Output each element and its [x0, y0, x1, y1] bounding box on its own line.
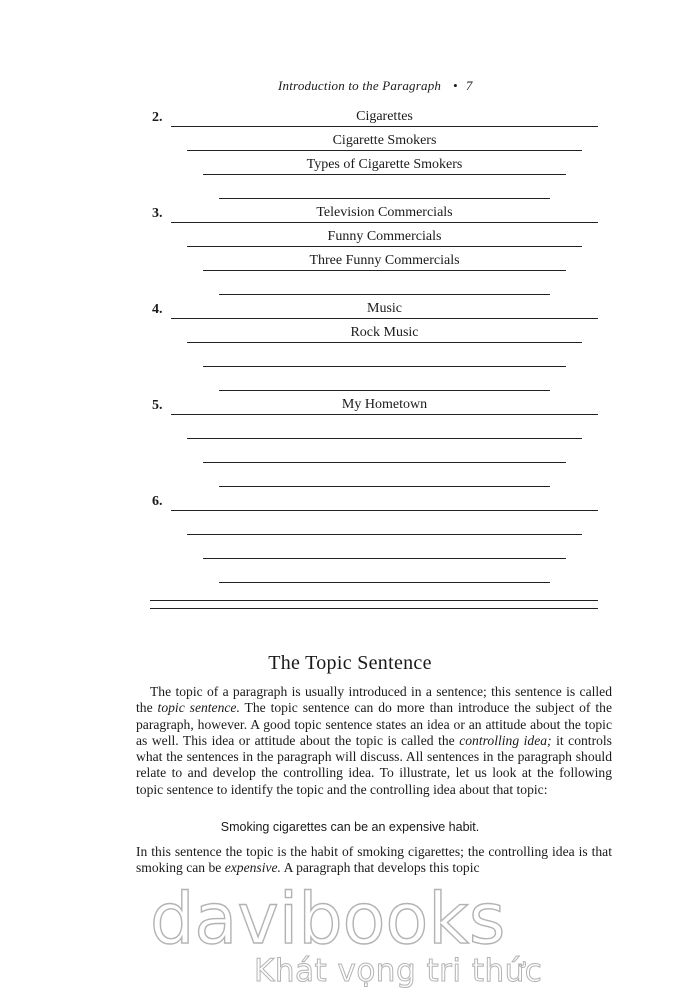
blank-line: [171, 126, 598, 127]
running-head: [278, 78, 473, 94]
blank-line: [219, 486, 550, 487]
section-title: The Topic Sentence: [268, 652, 432, 674]
watermark-slogan: Khát vọng tri thức: [254, 953, 543, 989]
exercise-number: 3.: [152, 206, 163, 221]
blank-line: [171, 510, 598, 511]
blank-line: [219, 582, 550, 583]
term-expensive: expensive.: [224, 860, 281, 876]
blank-line: [203, 174, 566, 175]
blank-line: [187, 342, 582, 343]
exercise-label: My Hometown: [341, 397, 428, 412]
exercise-number: 2.: [152, 110, 163, 125]
paragraph-text: it controls what the sentences in the paragraph will discuss. All sentences in the paragraph should relate to and develop the controlling idea. To illustrate, let us look at the following topic sentence to identify the topic and the controlling idea about that topic:: [136, 732, 612, 797]
blank-line: [187, 246, 582, 247]
double-rule-top: [150, 600, 598, 601]
exercise-number: 4.: [152, 302, 163, 317]
exercise-label: Rock Music: [350, 325, 419, 340]
example-sentence: Smoking cigarettes can be an expensive habit.: [220, 820, 480, 834]
paragraph-topic-sentence: [136, 684, 612, 798]
exercise-label: Television Commercials: [316, 205, 453, 220]
running-head-title: Introduction to the Paragraph: [278, 78, 442, 93]
paragraph-text: A paragraph that develops this topic: [280, 860, 480, 876]
blank-line: [219, 198, 550, 199]
blank-line: [171, 318, 598, 319]
blank-line: [187, 150, 582, 151]
exercise-label: Cigarettes: [356, 109, 413, 124]
blank-line: [219, 294, 550, 295]
paragraph-text: In this sentence the topic is the habit of smoking cigarettes; the controlling idea is that smoking can be: [136, 844, 612, 876]
blank-line: [203, 270, 566, 271]
exercise-number: 6.: [152, 494, 163, 509]
page-number: 7: [465, 78, 473, 93]
exercise-label: Cigarette Smokers: [332, 133, 437, 148]
paragraph-analysis: [136, 844, 612, 877]
double-rule-bottom: [150, 608, 598, 609]
blank-line: [187, 438, 582, 439]
exercise-label: Three Funny Commercials: [309, 253, 460, 268]
blank-line: [219, 390, 550, 391]
blank-line: [171, 414, 598, 415]
paragraph-text: The topic sentence can do more than introduce the subject of the paragraph, however. A good topic sentence states an idea or an attitude about the topic as well. This idea or attitude about the topic is called the: [136, 700, 612, 748]
paragraph-text: The topic of a paragraph is usually introduced in a sentence; this sentence is called the: [136, 684, 612, 716]
exercise-label: Funny Commercials: [327, 229, 442, 244]
blank-line: [203, 366, 566, 367]
blank-line: [203, 462, 566, 463]
exercise-number: 5.: [152, 398, 163, 413]
blank-line: [187, 534, 582, 535]
running-head-bullet: •: [453, 78, 458, 93]
blank-line: [203, 558, 566, 559]
exercise-label: Music: [367, 301, 402, 316]
term-controlling-idea: controlling idea;: [459, 732, 552, 748]
term-topic-sentence: topic sentence.: [157, 700, 240, 716]
blank-line: [171, 222, 598, 223]
exercise-label: Types of Cigarette Smokers: [306, 157, 463, 172]
watermark-logo: davibooks: [150, 878, 506, 960]
